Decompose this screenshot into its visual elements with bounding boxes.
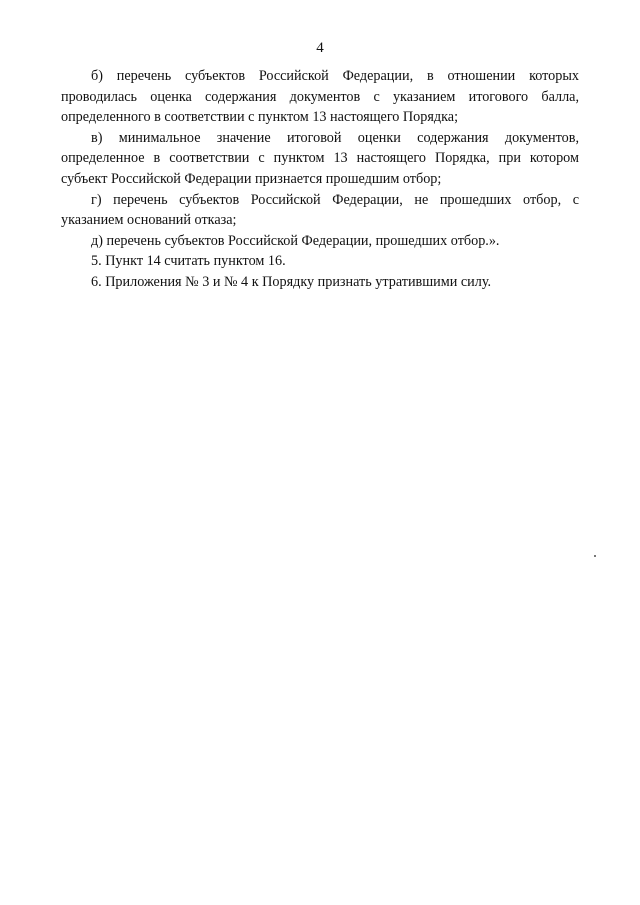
paragraph-d: д) перечень субъектов Российской Федерации, прошедших отбор.». <box>91 232 500 249</box>
paragraph-g: г) перечень субъектов Российской Федерации, не прошедших отбор, с указанием оснований отказа; <box>61 191 579 229</box>
page-number: 4 <box>316 40 324 56</box>
document-body <box>61 66 579 293</box>
paragraph-v: в) минимальное значение итоговой оценки содержания документов, определенное в соответствии с пунктом 13 настоящего Порядка, при котором субъект Российской Федерации признается прошедшим отбор; <box>61 129 579 187</box>
paragraph-item-5: 5. Пункт 14 считать пунктом 16. <box>91 253 286 270</box>
paragraph-item-6: 6. Приложения № 3 и № 4 к Порядку признать утратившими силу. <box>91 273 492 290</box>
paragraph-b: б) перечень субъектов Российской Федерации, в отношении которых проводилась оценка содержания документов с указанием итогового балла, определенного в соответствии с пунктом 13 настоящего Порядка; <box>61 68 579 126</box>
scan-speck <box>594 555 596 557</box>
